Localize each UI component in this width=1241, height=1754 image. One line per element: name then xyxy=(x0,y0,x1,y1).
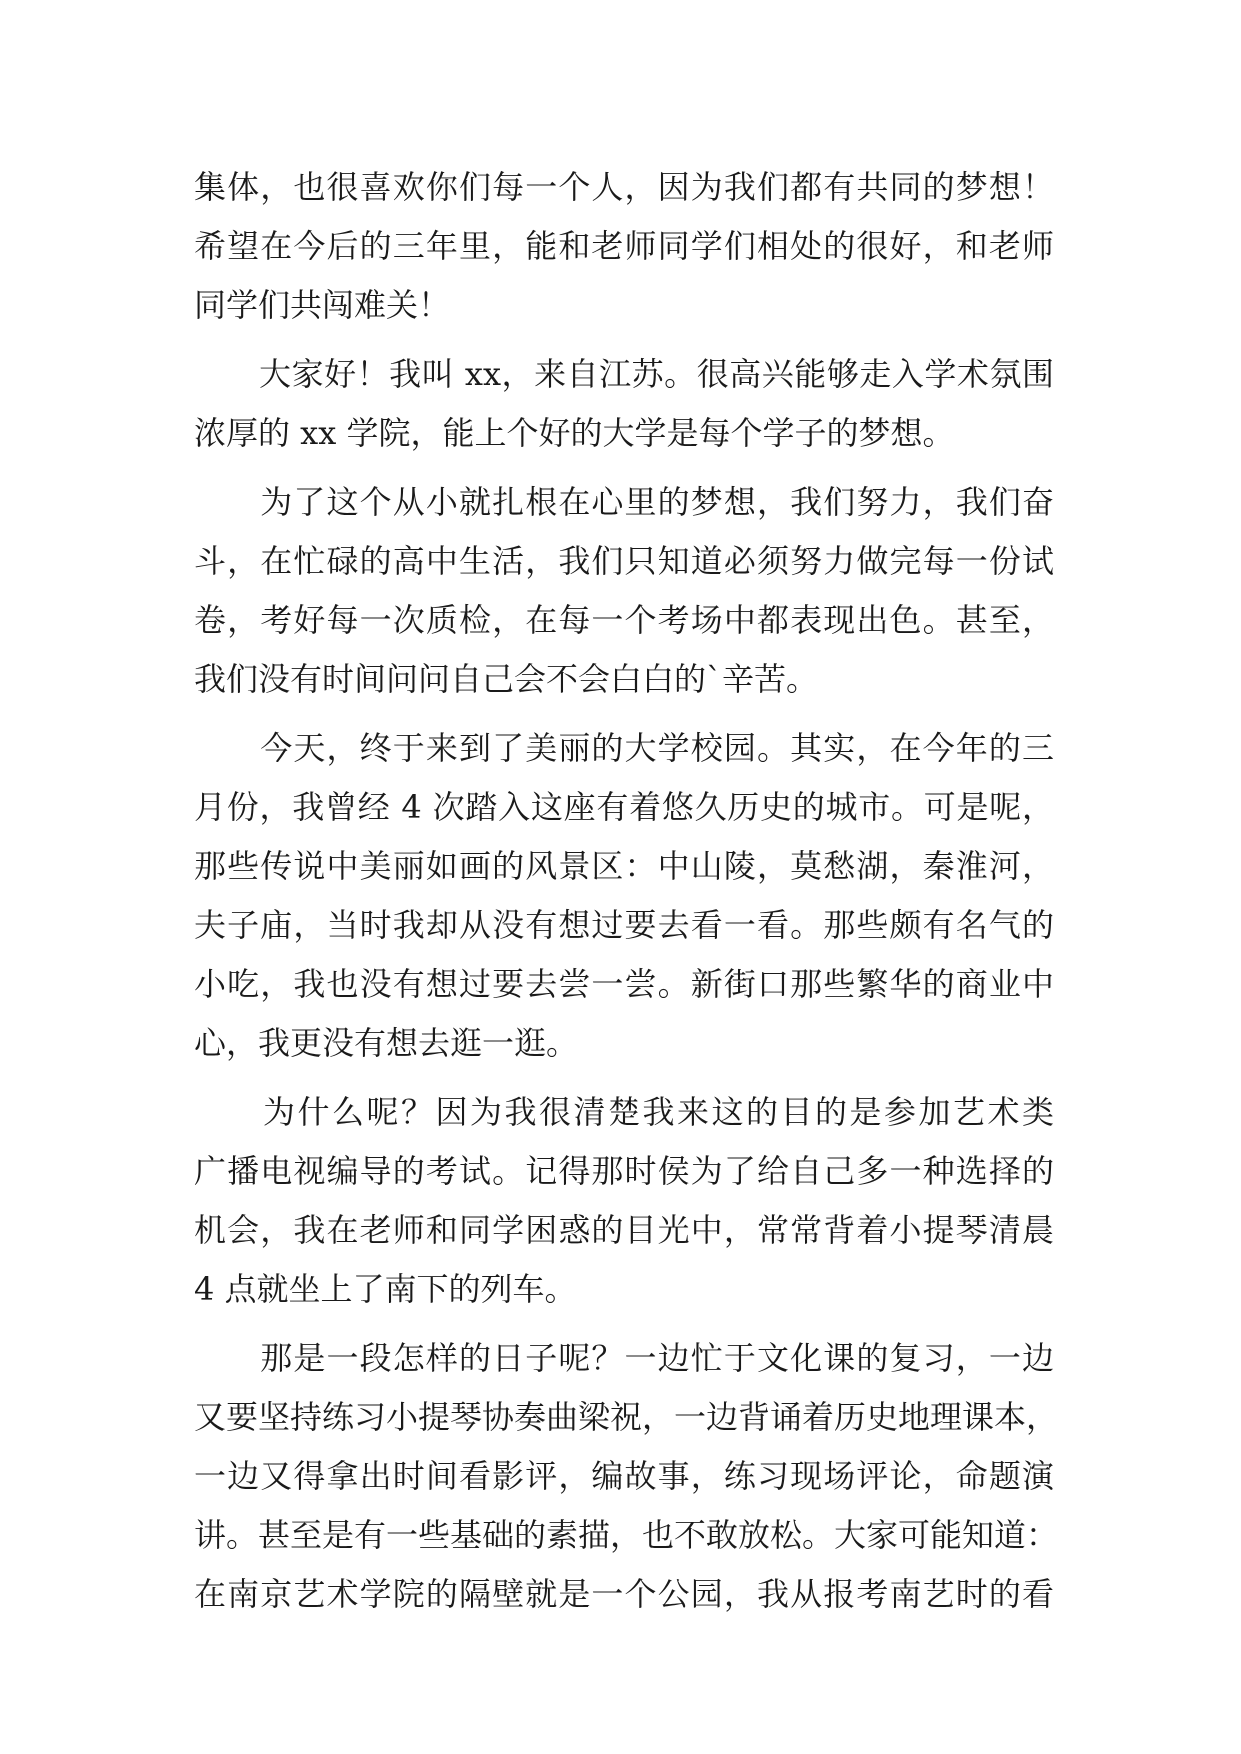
text-line: 为什么呢？因为我很清楚我来这的目的是参加艺术类 xyxy=(194,1093,1054,1131)
paragraph-5 xyxy=(194,1083,1054,1319)
text-line: 在南京艺术学院的隔壁就是一个公园，我从报考南艺时的看 xyxy=(194,1575,1054,1613)
text-line: 讲。甚至是有一些基础的素描，也不敢放松。大家可能知道： xyxy=(194,1516,1059,1554)
paragraph-2 xyxy=(194,345,1054,463)
text-line: 那是一段怎样的日子呢？一边忙于文化课的复习，一边 xyxy=(194,1339,1054,1377)
text-line: 同学们共闯难关！ xyxy=(194,286,451,324)
text-line: 机会，我在老师和同学困惑的目光中，常常背着小提琴清晨 xyxy=(194,1211,1054,1249)
text-line: 大家好！我叫 xx，来自江苏。很高兴能够走入学术氛围 xyxy=(194,355,1054,393)
text-line: 小吃，我也没有想过要去尝一尝。新街口那些繁华的商业中 xyxy=(194,965,1054,1003)
text-line: 浓厚的 xx 学院，能上个好的大学是每个学子的梦想。 xyxy=(194,414,955,452)
text-line: 夫子庙，当时我却从没有想过要去看一看。那些颇有名气的 xyxy=(194,906,1054,944)
body-text xyxy=(194,158,1059,1624)
text-line: 我们没有时间问问自己会不会白白的`辛苦。 xyxy=(194,660,819,698)
paragraph-3 xyxy=(194,473,1054,709)
paragraph-6 xyxy=(194,1329,1059,1624)
text-line: 那些传说中美丽如画的风景区：中山陵，莫愁湖，秦淮河， xyxy=(194,847,1054,885)
text-line: 又要坚持练习小提琴协奏曲梁祝，一边背诵着历史地理课本， xyxy=(194,1398,1059,1436)
text-line: 月份，我曾经 4 次踏入这座有着悠久历史的城市。可是呢， xyxy=(194,788,1054,826)
text-line: 卷，考好每一次质检，在每一个考场中都表现出色。甚至， xyxy=(194,601,1054,639)
paragraph-1 xyxy=(194,158,1054,335)
text-line: 今天，终于来到了美丽的大学校园。其实，在今年的三 xyxy=(194,729,1054,767)
text-line: 希望在今后的三年里，能和老师同学们相处的很好，和老师 xyxy=(194,227,1054,265)
paragraph-4 xyxy=(194,719,1054,1073)
text-line: 集体，也很喜欢你们每一个人，因为我们都有共同的梦想！ xyxy=(194,168,1054,206)
text-line: 4 点就坐上了南下的列车。 xyxy=(194,1270,577,1308)
text-line: 一边又得拿出时间看影评，编故事，练习现场评论，命题演 xyxy=(194,1457,1054,1495)
text-line: 心，我更没有想去逛一逛。 xyxy=(194,1024,579,1062)
text-line: 为了这个从小就扎根在心里的梦想，我们努力，我们奋 xyxy=(194,483,1054,521)
text-line: 广播电视编导的考试。记得那时侯为了给自己多一种选择的 xyxy=(194,1152,1054,1190)
text-line: 斗，在忙碌的高中生活，我们只知道必须努力做完每一份试 xyxy=(194,542,1054,580)
